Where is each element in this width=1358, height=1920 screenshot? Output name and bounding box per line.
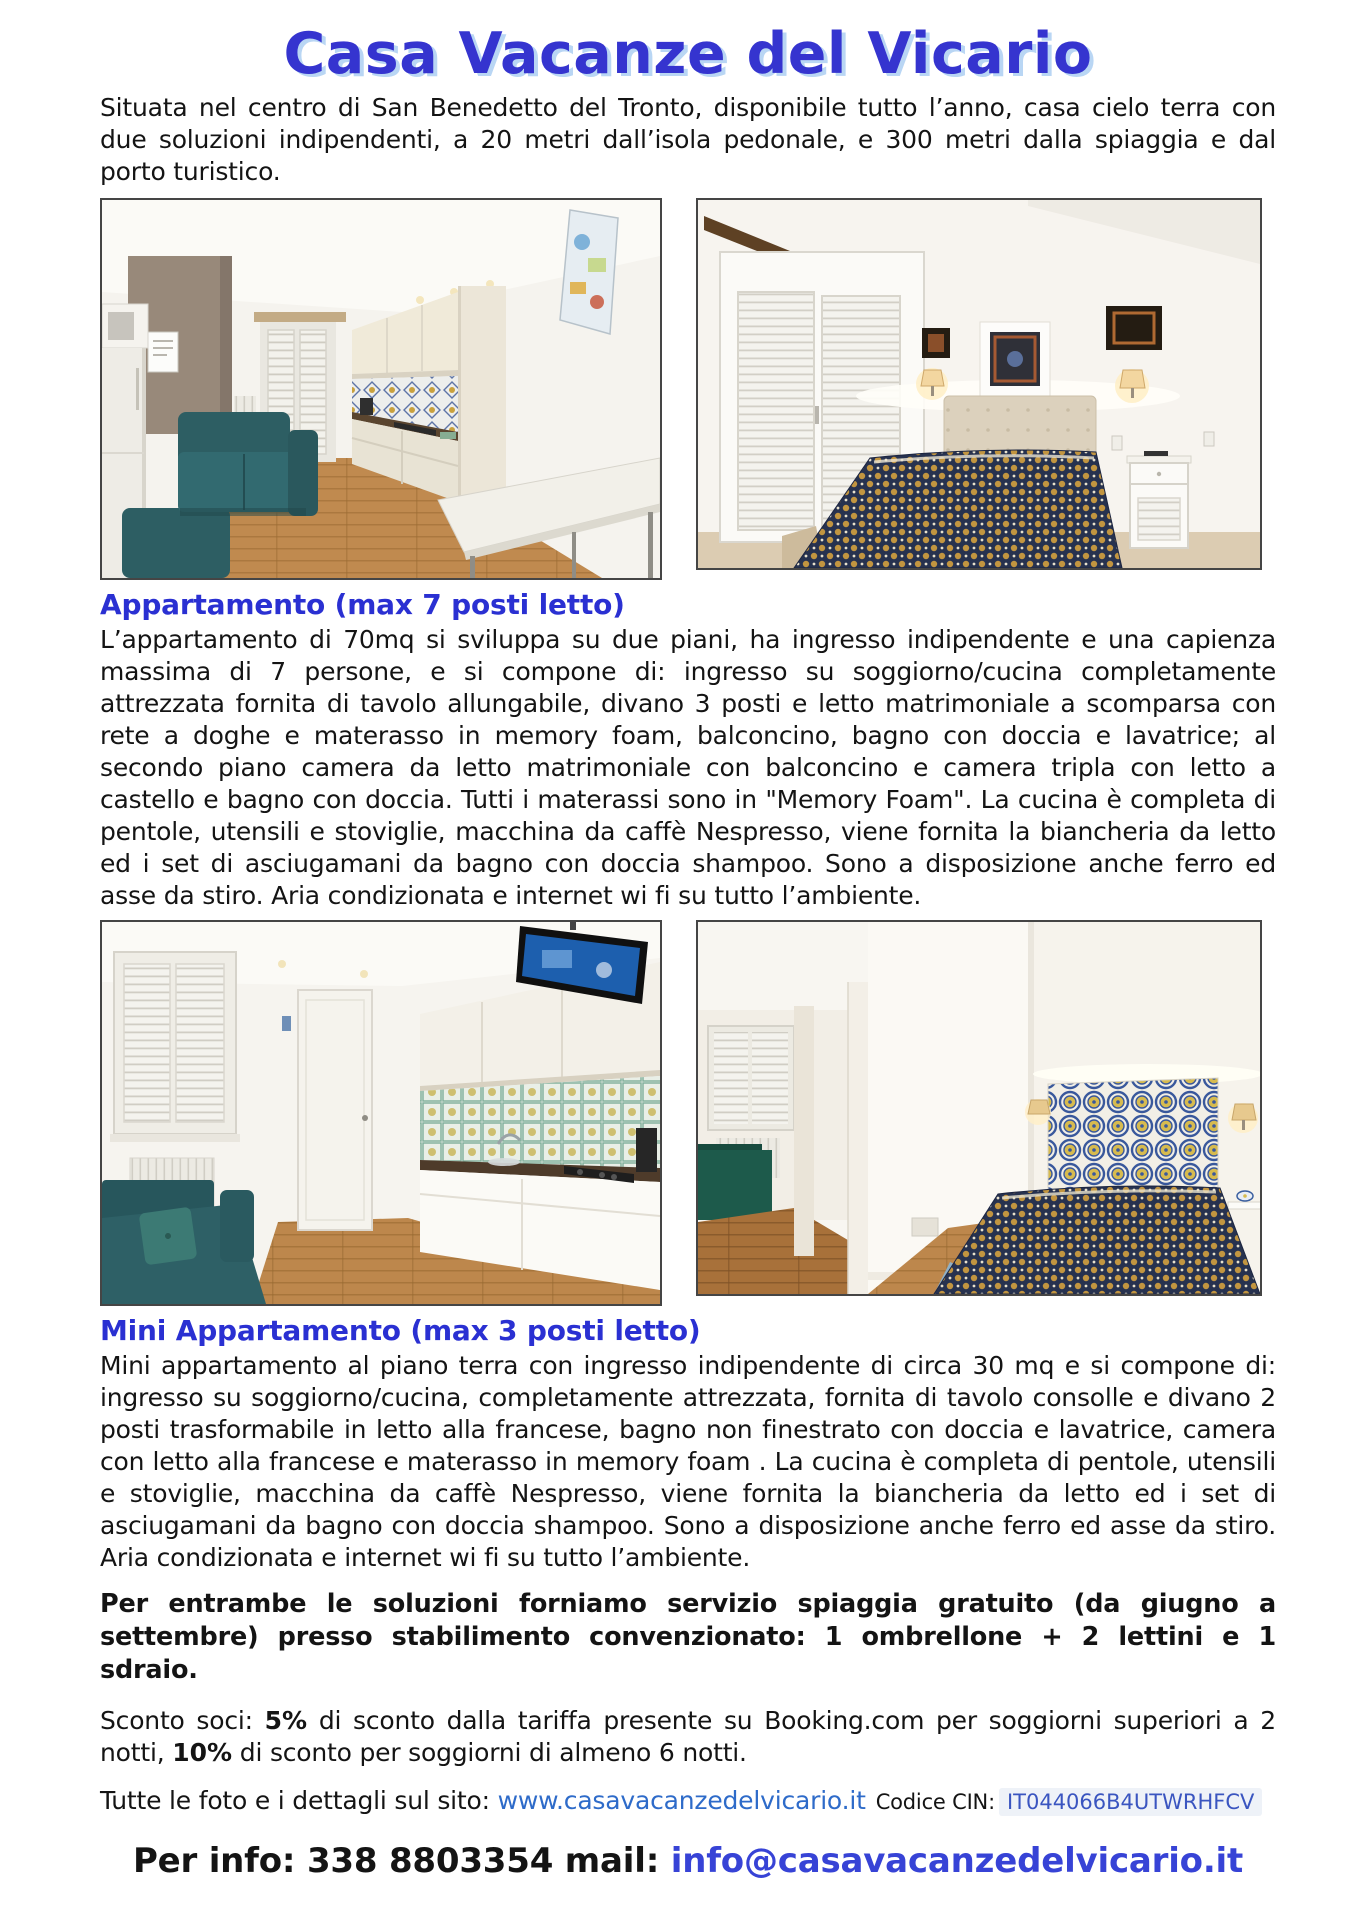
mini-bedroom-illustration (698, 922, 1260, 1294)
photo-row-mini (100, 920, 1276, 1306)
apartment-bedroom-photo (696, 198, 1262, 570)
beach-service-paragraph: Per entrambe le soluzioni forniamo servizio spiaggia gratuito (da giugno a settembre) presso stabilimento convenzionato: 1 ombrellone + 2 lettini e 1 sdraio. (100, 1589, 1276, 1686)
website-link[interactable]: www.casavacanzedelvicario.it (497, 1786, 866, 1816)
mini-description: Mini appartamento al piano terra con ingresso indipendente di circa 30 mq e si compone di: ingresso su soggiorno/cucina, completamente attrezzata, fornita di tavolo consolle e divano 2 posti trasformabile in letto alla francese, bagno non finestrato con doccia e lavatrice, camera con letto alla francese e materasso in memory foam . La cucina è completa di pentole, utensili e stoviglie, macchina da caffè Nespresso, viene fornita la biancheria da letto ed i set di asciugamani da bagno con doccia shampoo. Sono a disposizione anche ferro ed asse da stiro. Aria condizionata e internet wi fi su tutto l’ambiente. (100, 1351, 1276, 1573)
cin-code: IT044066B4UTWRHFCV (999, 1788, 1262, 1816)
contact-label: Per info: 338 8803354 mail: (132, 1841, 671, 1882)
discount-pct-5: 5% (264, 1706, 308, 1736)
intro-paragraph: Situata nel centro di San Benedetto del Tronto, disponibile tutto l’anno, casa cielo terra con due soluzioni indipendenti, a 20 metri dall’isola pedonale, e 300 metri dalla spiaggia e dal porto turistico. (100, 93, 1276, 187)
mini-bedroom-photo (696, 920, 1262, 1296)
page-title: Casa Vacanze del Vicario (283, 21, 1093, 87)
discount-pct-10: 10% (172, 1738, 233, 1768)
apartment-bedroom-illustration (698, 200, 1260, 568)
discount-middle: di sconto dalla tariffa presente su Booking.com per soggiorni superiori a 2 notti, (100, 1706, 1276, 1768)
photo-row-apartment (100, 198, 1276, 580)
discount-prefix: Sconto soci: (100, 1706, 265, 1736)
apartment-living-kitchen-photo (100, 198, 662, 580)
cin-label: Codice CIN: (875, 1790, 995, 1815)
site-label: Tutte le foto e i dettagli sul sito: (100, 1786, 498, 1816)
apartment-description: L’appartamento di 70mq si sviluppa su due piani, ha ingresso indipendente e una capienza massima di 7 persone, e si compone di: ingresso su soggiorno/cucina completamente attrezzata fornita di tavolo allungabile, divano 3 posti e letto matrimoniale a scomparsa con rete a doghe e materasso in memory foam, balconcino, bagno con doccia e lavatrice; al secondo piano camera da letto matrimoniale con balconcino e camera tripla con letto a castello e bagno con doccia. Tutti i materassi sono in "Memory Foam". La cucina è completa di pentole, utensili e stoviglie, macchina da caffè Nespresso, viene fornita la biancheria da letto ed i set di asciugamani da bagno con doccia shampoo. Sono a disposizione anche ferro ed asse da stiro. Aria condizionata e internet wi fi su tutto l’ambiente. (100, 625, 1276, 911)
discount-paragraph (100, 1705, 1276, 1769)
site-line (100, 1785, 1276, 1818)
email-link[interactable]: info@casavacanzedelvicario.it (670, 1841, 1244, 1882)
discount-suffix: di sconto per soggiorni di almeno 6 notti. (232, 1738, 747, 1768)
apartment-heading: Appartamento (max 7 posti letto) (100, 588, 625, 622)
mini-living-kitchen-photo (100, 920, 662, 1306)
mini-heading: Mini Appartamento (max 3 posti letto) (100, 1314, 701, 1348)
apartment-living-kitchen-illustration (102, 200, 660, 578)
contact-line (100, 1840, 1276, 1882)
mini-living-kitchen-illustration (102, 922, 660, 1304)
